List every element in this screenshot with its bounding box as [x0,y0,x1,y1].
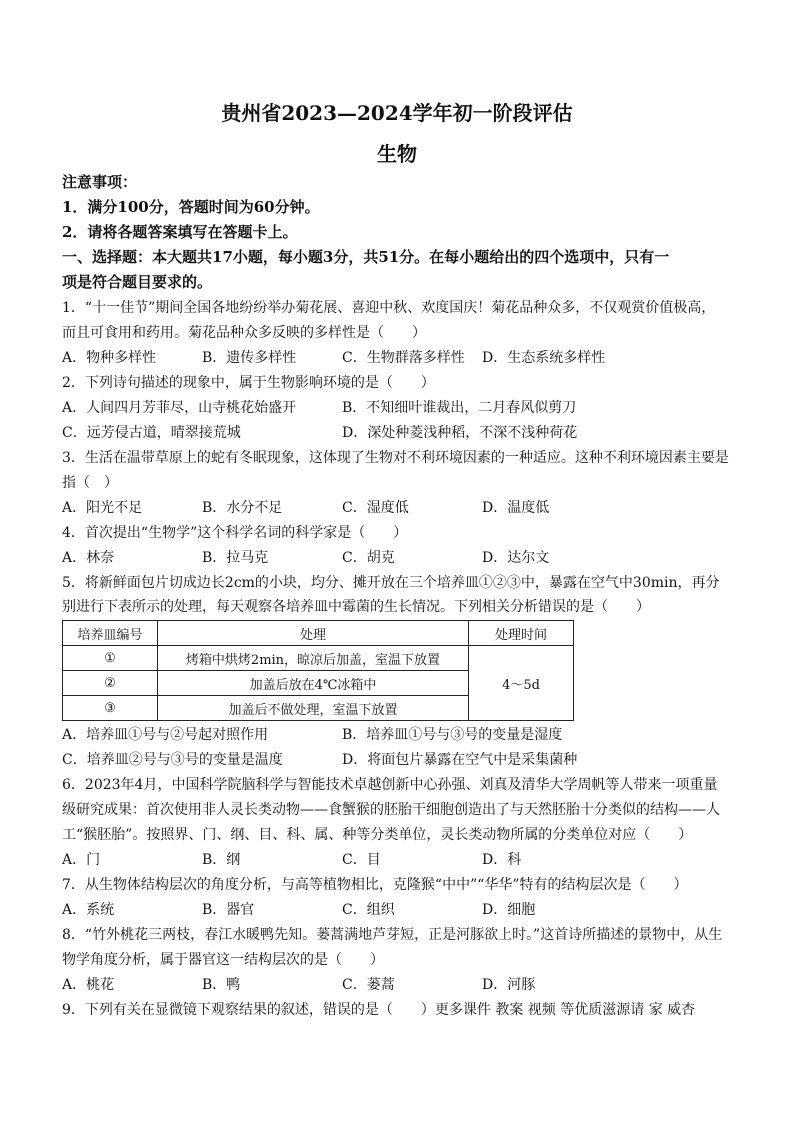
table-cell: 加盖后放在4℃冰箱中 [158,671,469,696]
treatment-table [62,620,574,721]
option: D．温度低 [482,500,550,516]
option: D．科 [482,852,522,868]
option: B．拉马克 [202,550,269,566]
question-stem: 9．下列有关在显微镜下观察结果的叙述，错误的是（ ）更多课件 教案 视频 等优质滋源请 家 威杏 [62,1002,696,1018]
option: B．纲 [202,852,241,868]
question-stem: 5．将新鲜面包片切成边长2cm的小块，均分、摊开放在三个培养皿①②③中，暴露在空气中30min，再分 [62,575,720,591]
table-cell: 烤箱中烘烤2min，晾凉后加盖，室温下放置 [158,646,469,671]
question-stem: 指（ ） [62,475,118,491]
section-heading: 项是符合题目要求的。 [62,273,213,291]
question-stem: 2．下列诗句描述的现象中，属于生物影响环境的是（ ） [62,375,435,391]
question-stem: 8．“竹外桃花三两枝，春江水暖鸭先知。蒌蒿满地芦芽短，正是河豚欲上时。”这首诗所描述的景物中，从生 [62,927,723,943]
option: D．生态系统多样性 [482,350,606,366]
option: C．湿度低 [342,500,409,516]
table-header: 培养皿编号 [63,621,158,646]
question-stem: 4．首次提出“生物学”这个科学名词的科学家是（ ） [62,525,408,541]
option: C．远芳侵古道，晴翠接荒城 [62,425,241,441]
table-cell: ② [63,671,158,696]
question-stem: 级研究成果：首次使用非人灵长类动物——食蟹猴的胚胎干细胞创造出了与天然胚胎十分类似的结构——人 [62,802,720,818]
option: D．将面包片暴露在空气中是采集菌种 [342,752,578,768]
option: A．人间四月芳菲尽，山寺桃花始盛开 [62,400,297,416]
option: B．水分不足 [202,500,283,516]
exam-title: 贵州省2023—2024学年初一阶段评估 [221,101,573,125]
option: B．不知细叶谁裁出，二月春风似剪刀 [342,400,577,416]
table-cell: ③ [63,696,158,721]
notes-heading: 注意事项： [62,173,138,191]
question-stem: 别进行下表所示的处理，每天观察各培养皿中霉菌的生长情况。下列相关分析错误的是（ ） [62,599,650,615]
option: D．细胞 [482,902,536,918]
option: A．系统 [62,902,115,918]
option: A．门 [62,852,101,868]
option: D．达尔文 [482,550,550,566]
question-stem: 3．生活在温带草原上的蛇有冬眠现象，这体现了生物对不利环境因素的一种适应。这种不利环境因素主要是 [62,450,729,466]
note-item: 1．满分100分，答题时间为60分钟。 [62,198,320,216]
option: A．桃花 [62,977,115,993]
table-cell: ① [63,646,158,671]
question-stem: 而且可食用和药用。菊花品种众多反映的多样性是（ ） [62,325,426,341]
option: C．胡克 [342,550,395,566]
question-stem: 1．“十一佳节”期间全国各地纷纷举办菊花展、喜迎中秋、欢度国庆！菊花品种众多，不仅观赏价值极高， [62,300,716,316]
table-header: 处理 [158,621,469,646]
option: A．培养皿①号与②号起对照作用 [62,727,269,743]
note-item: 2．请将各题答案填写在答题卡上。 [62,223,298,241]
option: A．阳光不足 [62,500,143,516]
option: A．物种多样性 [62,350,157,366]
question-stem: 物学角度分析，属于器官这一结构层次的是（ ） [62,952,384,968]
option: A．林奈 [62,550,115,566]
option: B．鸭 [202,977,241,993]
table-cell: 4～5d [469,646,574,721]
question-stem: 6．2023年4月，中国科学院脑科学与智能技术卓越创新中心孙强、刘真及清华大学周帆等人带来一项重量 [62,777,718,793]
exam-subject: 生物 [377,142,417,166]
option: C．目 [342,852,381,868]
table-cell: 加盖后不做处理，室温下放置 [158,696,469,721]
question-stem: 工“猴胚胎”。按照界、门、纲、目、科、属、种等分类单位，灵长类动物所属的分类单位对应（ ） [62,827,693,843]
section-heading: 一、选择题：本大题共17小题，每小题3分，共51分。在每小题给出的四个选项中，只有一 [62,248,670,266]
option: B．培养皿①号与③号的变量是湿度 [342,727,563,743]
option: C．组织 [342,902,395,918]
table-header: 处理时间 [469,621,574,646]
option: D．河豚 [482,977,536,993]
option: C．培养皿②号与③号的变量是温度 [62,752,283,768]
option: D．深处种菱浅种稻，不深不浅种荷花 [342,425,578,441]
option: B．器官 [202,902,255,918]
option: C．生物群落多样性 [342,350,465,366]
option: B．遗传多样性 [202,350,297,366]
question-stem: 7．从生物体结构层次的角度分析，与高等植物相比，克隆猴“中中”“华华”特有的结构层次是（ ） [62,877,688,893]
option: C．蒌蒿 [342,977,395,993]
